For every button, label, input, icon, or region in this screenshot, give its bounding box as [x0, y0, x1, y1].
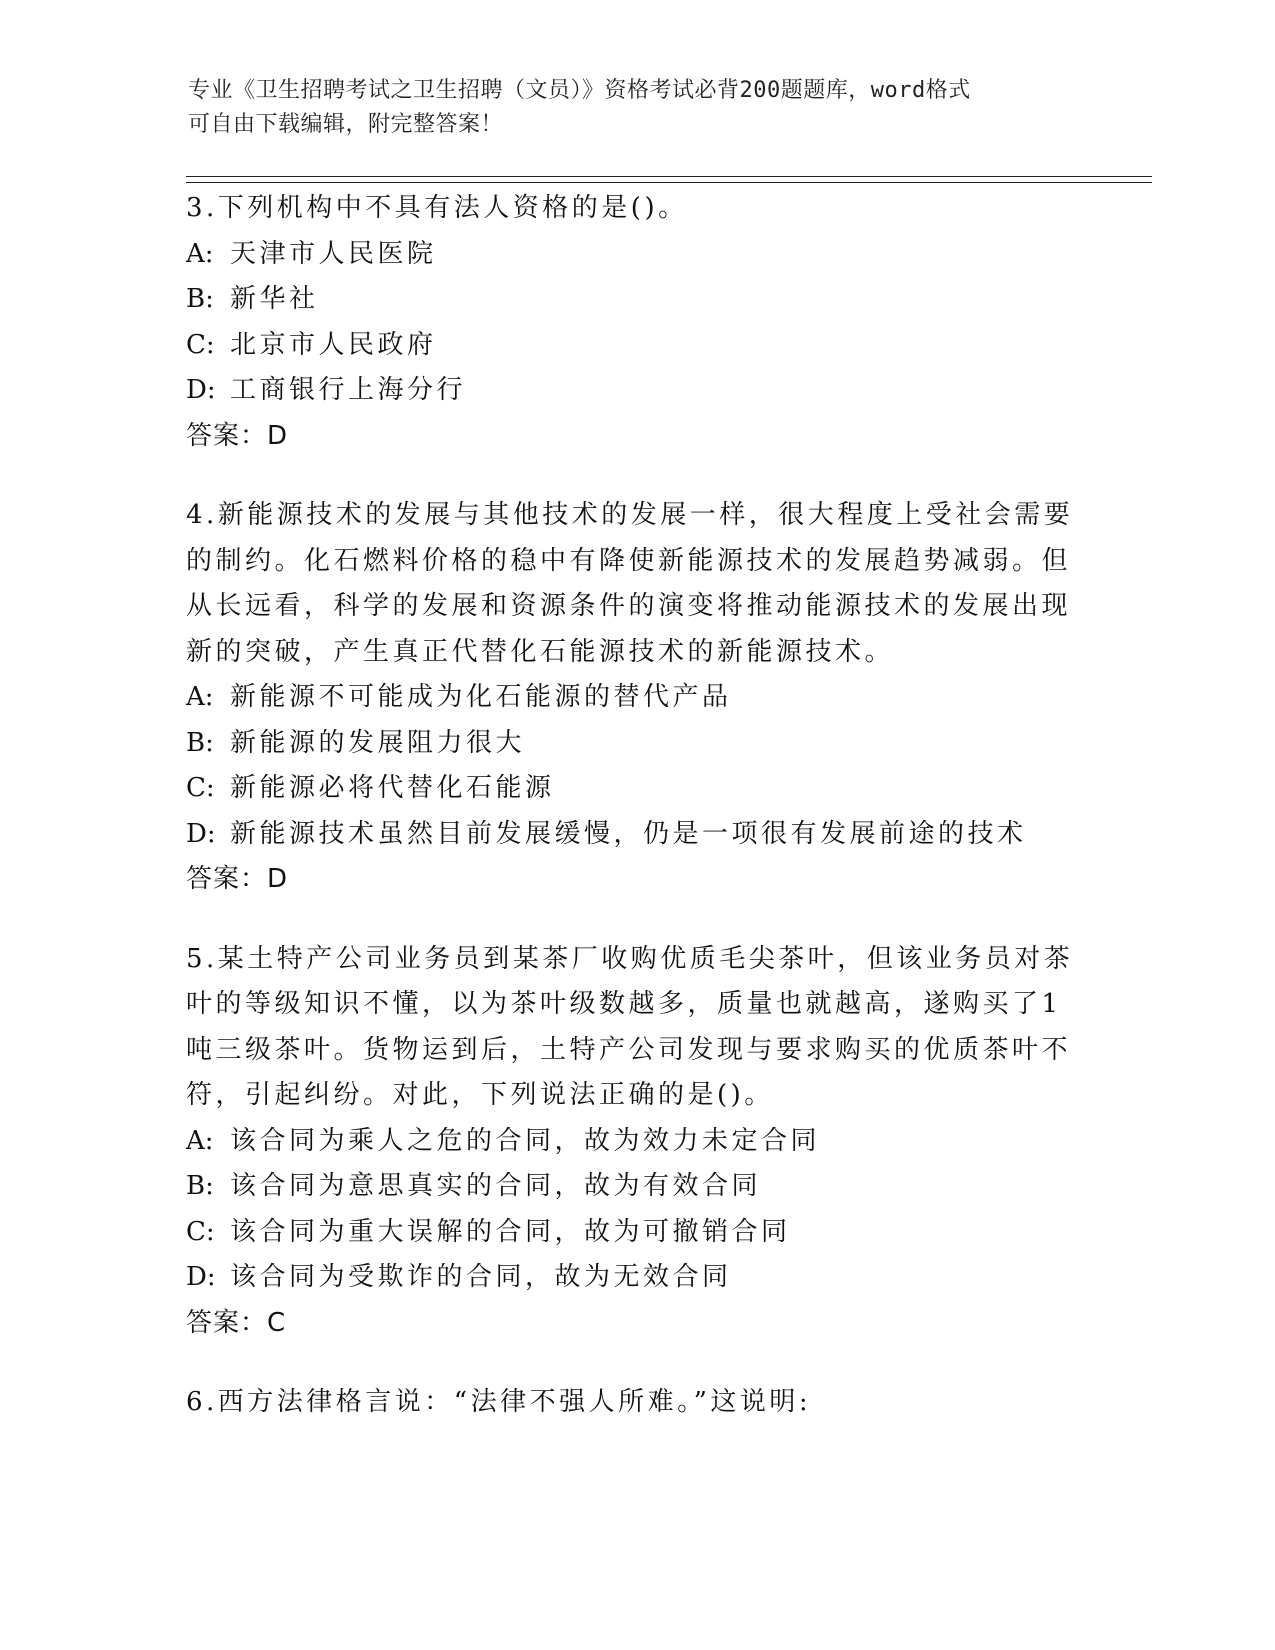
option-key: B: [186, 284, 214, 314]
option-d [186, 1255, 1086, 1301]
document-header [188, 74, 1068, 142]
option-key: A: [186, 238, 214, 269]
option-text: 该合同为重大误解的合同，故为可撤销合同 [230, 1216, 791, 1247]
option-key: C: [186, 329, 215, 360]
question-5 [186, 937, 1086, 1347]
answer: 答案：D [186, 420, 289, 451]
question-text: 3.下列机构中不具有法人资格的是()。 [186, 193, 688, 223]
header-divider-bottom [186, 182, 1152, 183]
option-b [186, 277, 1086, 323]
option-a [186, 1119, 1086, 1165]
option-text: 工商银行上海分行 [230, 375, 467, 405]
option-text: 北京市人民政府 [230, 329, 437, 360]
option-c [186, 323, 1086, 369]
option-text: 该合同为乘人之危的合同，故为效力未定合同 [230, 1125, 821, 1156]
option-key: D: [186, 375, 216, 405]
header-line-2: 可自由下载编辑，附完整答案！ [188, 112, 504, 137]
option-key: B: [186, 1171, 214, 1201]
option-a [186, 232, 1086, 278]
option-d [186, 368, 1086, 414]
option-key: C: [186, 1216, 215, 1247]
option-text: 新能源的发展阻力很大 [230, 727, 526, 758]
option-key: B: [186, 727, 214, 758]
question-list [186, 186, 1086, 1460]
option-b [186, 721, 1086, 767]
option-text: 新能源技术虽然目前发展缓慢，仍是一项很有发展前途的技术 [230, 818, 1027, 849]
option-key: D: [186, 818, 216, 849]
option-text: 新能源不可能成为化石能源的替代产品 [230, 682, 732, 712]
option-key: C: [186, 773, 215, 803]
question-text: 5.某土特产公司业务员到某茶厂收购优质毛尖茶叶，但该业务员对茶叶的等级知识不懂，以为茶叶级数越多，质量也就越高，遂购买了1吨三级茶叶。货物运到后，土特产公司发现与要求购买的优质茶叶不符，引起纠纷。对此，下列说法正确的是()。 [186, 943, 1074, 1110]
option-text: 天津市人民医院 [230, 238, 437, 269]
option-text: 新华社 [230, 284, 319, 314]
option-key: A: [186, 1125, 214, 1156]
header-line-1: 专业《卫生招聘考试之卫生招聘（文员）》资格考试必背200题题库，word格式 [188, 78, 971, 103]
answer: 答案：D [186, 864, 289, 894]
option-text: 该合同为受欺诈的合同，故为无效合同 [230, 1262, 732, 1292]
option-key: D: [186, 1262, 216, 1292]
question-3 [186, 186, 1086, 459]
option-b [186, 1164, 1086, 1210]
header-divider-top [186, 176, 1152, 177]
option-c [186, 766, 1086, 812]
option-d [186, 812, 1086, 858]
option-text: 新能源必将代替化石能源 [230, 773, 555, 803]
option-c [186, 1210, 1086, 1256]
question-6 [186, 1380, 1086, 1426]
question-4 [186, 493, 1086, 903]
option-text: 该合同为意思真实的合同，故为有效合同 [230, 1171, 762, 1201]
option-key: A: [186, 682, 214, 712]
answer: 答案：C [186, 1307, 287, 1338]
question-text: 4.新能源技术的发展与其他技术的发展一样，很大程度上受社会需要的制约。化石燃料价格的稳中有降使新能源技术的发展趋势减弱。但从长远看，科学的发展和资源条件的演变将推动能源技术的发展出现新的突破，产生真正代替化石能源技术的新能源技术。 [186, 500, 1074, 667]
option-a [186, 675, 1086, 721]
question-text: 6.西方法律格言说：“法律不强人所难。”这说明: [186, 1387, 812, 1417]
